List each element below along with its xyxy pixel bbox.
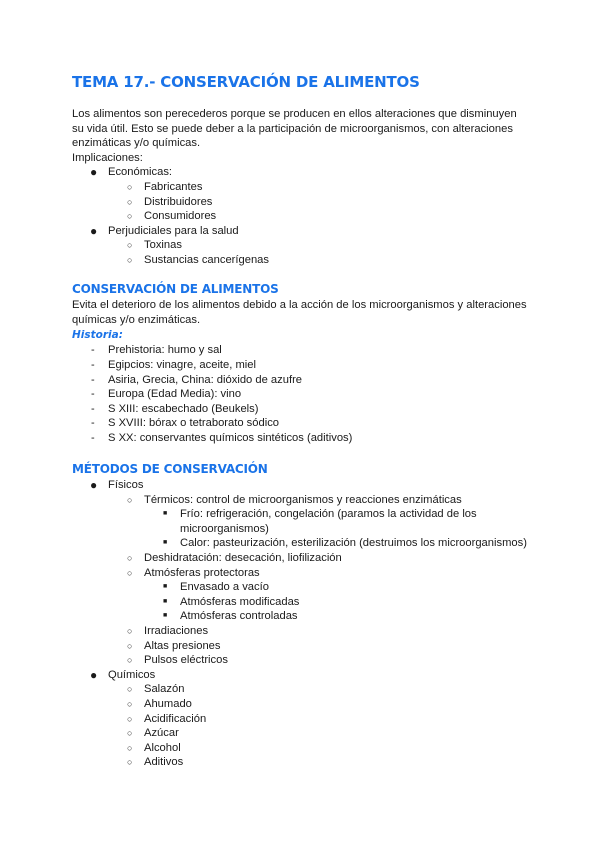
bullet-dot-icon: ● xyxy=(90,667,98,682)
historia-item: Egipcios: vinagre, aceite, miel xyxy=(108,359,256,371)
bullet-dot-icon: ● xyxy=(90,223,98,238)
list-item-calor: Calor: pasteurización, esterilización (destruimos los microorganismos) xyxy=(180,537,527,550)
bullet-circle-icon: ○ xyxy=(127,728,133,739)
list-item-perjudiciales: Perjudiciales para la salud xyxy=(108,224,239,237)
bullet-square-icon: ■ xyxy=(163,539,168,547)
bullet-square-icon: ■ xyxy=(163,597,168,605)
bullet-square-icon: ■ xyxy=(163,583,168,591)
bullet-circle-icon: ○ xyxy=(127,255,133,265)
bullet-circle-icon: ○ xyxy=(127,757,133,768)
list-item: Salazón xyxy=(144,683,185,696)
list-item-fisicos: Físicos xyxy=(108,479,144,491)
bullet-circle-icon: ○ xyxy=(127,684,133,695)
section2-line-1: Evita el deterioro de los alimentos debido a la acción de los microorganismos y alteraciones xyxy=(72,299,527,311)
bullet-dash-icon: - xyxy=(91,359,95,371)
bullet-circle-icon: ○ xyxy=(127,211,133,222)
bullet-circle-icon: ○ xyxy=(127,742,133,753)
section-heading-conservacion: CONSERVACIÓN DE ALIMENTOS xyxy=(72,282,279,296)
list-item-quimicos: Químicos xyxy=(108,668,156,681)
bullet-dash-icon: - xyxy=(91,402,95,415)
bullet-circle-icon: ○ xyxy=(127,640,133,651)
intro-line-1: Los alimentos son perecederos porque se producen en ellos alteraciones que disminuyen xyxy=(72,108,517,120)
bullet-circle-icon: ○ xyxy=(127,655,133,666)
list-item: Atmósferas modificadas xyxy=(180,595,300,608)
list-item-frio: Frío: refrigeración, congelación (paramos la actividad de los xyxy=(180,508,477,521)
list-item-economicas: Económicas: xyxy=(108,166,173,179)
historia-item: S XVIII: bórax o tetraborato sódico xyxy=(108,417,280,430)
list-item: Altas presiones xyxy=(144,639,221,652)
historia-item: S XIII: escabechado (Beukels) xyxy=(108,402,259,415)
bullet-dash-icon: - xyxy=(91,432,95,444)
bullet-square-icon: ■ xyxy=(163,612,168,620)
list-item: Fabricantes xyxy=(144,181,203,193)
bullet-circle-icon: ○ xyxy=(127,494,133,505)
bullet-circle-icon: ○ xyxy=(127,713,133,724)
intro-line-3: enzimáticas y/o químicas. xyxy=(72,137,201,150)
bullet-circle-icon: ○ xyxy=(127,240,133,251)
bullet-circle-icon: ○ xyxy=(127,626,133,636)
list-item: Acidificación xyxy=(144,712,207,725)
bullet-square-icon: ■ xyxy=(163,510,168,518)
list-item: Atmósferas controladas xyxy=(180,610,298,623)
list-item: Azúcar xyxy=(144,727,179,740)
list-item-deshidratacion: Deshidratación: desecación, liofilización xyxy=(144,552,342,564)
implicaciones-label: Implicaciones: xyxy=(72,151,143,164)
list-item: Sustancias cancerígenas xyxy=(144,254,270,266)
historia-item: Prehistoria: humo y sal xyxy=(108,344,222,357)
document-title: TEMA 17.- CONSERVACIÓN DE ALIMENTOS xyxy=(72,73,420,91)
list-item-frio-cont: microorganismos) xyxy=(180,522,269,535)
list-item: Envasado a vacío xyxy=(180,581,269,594)
list-item: Aditivos xyxy=(144,756,184,769)
historia-item: Asiria, Grecia, China: dióxido de azufre xyxy=(108,373,303,386)
bullet-dash-icon: - xyxy=(91,388,95,401)
historia-heading: Historia: xyxy=(72,329,123,341)
list-item: Consumidores xyxy=(144,210,217,223)
intro-line-2: su vida útil. Esto se puede deber a la participación de microorganismos, con alteraciones xyxy=(72,122,513,135)
list-item-atmosferas: Atmósferas protectoras xyxy=(144,566,260,579)
list-item: Pulsos eléctricos xyxy=(144,654,228,667)
list-item-termicos: Térmicos: control de microorganismos y reacciones enzimáticas xyxy=(144,493,462,506)
bullet-dot-icon: ● xyxy=(90,478,98,492)
list-item: Distribuidores xyxy=(144,195,213,208)
list-item: Irradiaciones xyxy=(144,625,209,637)
historia-item: S XX: conservantes químicos sintéticos (aditivos) xyxy=(108,432,353,444)
bullet-circle-icon: ○ xyxy=(127,699,133,709)
bullet-dot-icon: ● xyxy=(90,165,98,180)
bullet-circle-icon: ○ xyxy=(127,182,133,192)
list-item: Ahumado xyxy=(144,698,192,710)
list-item: Alcohol xyxy=(144,741,181,754)
bullet-dash-icon: - xyxy=(91,373,95,386)
bullet-dash-icon: - xyxy=(91,417,95,430)
section2-line-2: químicas y/o enzimáticas. xyxy=(72,313,201,326)
bullet-dash-icon: - xyxy=(91,344,95,357)
bullet-circle-icon: ○ xyxy=(127,567,133,578)
list-item: Toxinas xyxy=(144,239,182,252)
section-heading-metodos: MÉTODOS DE CONSERVACIÓN xyxy=(72,462,268,476)
bullet-circle-icon: ○ xyxy=(127,196,133,207)
historia-item: Europa (Edad Media): vino xyxy=(108,388,242,401)
bullet-circle-icon: ○ xyxy=(127,553,133,563)
